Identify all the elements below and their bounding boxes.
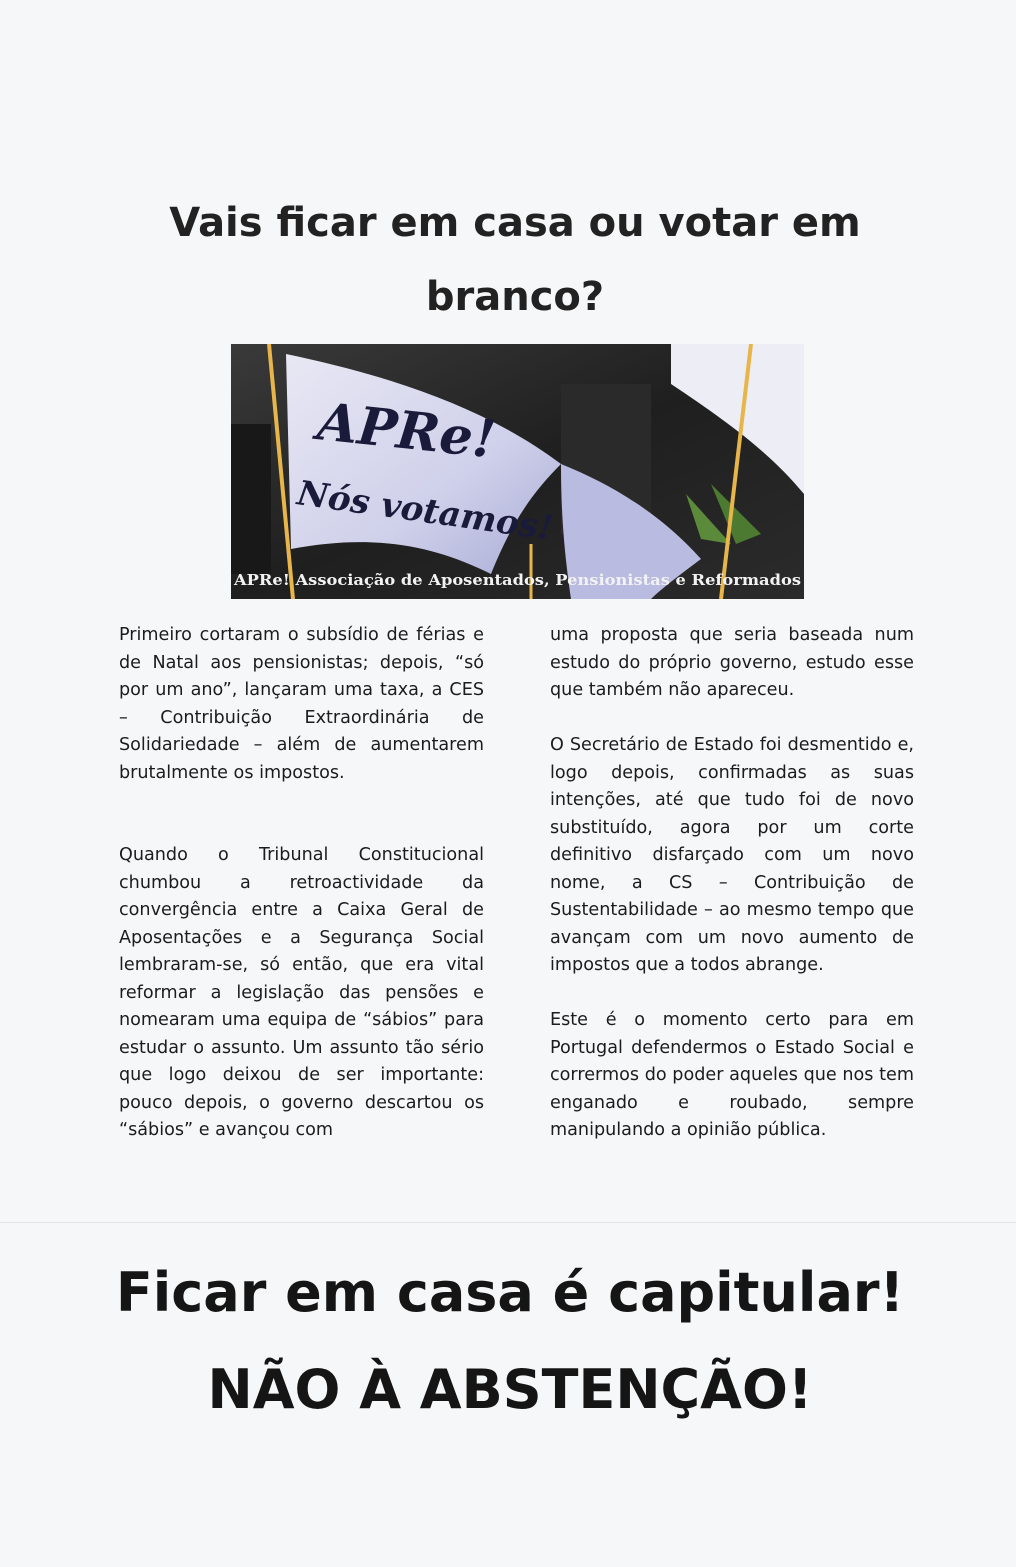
flag-text-apre: APRe! xyxy=(314,391,499,471)
left-column xyxy=(119,622,484,1145)
protest-photo xyxy=(231,344,804,599)
flyer-title: Vais ficar em casa ou votar em branco? xyxy=(169,200,861,320)
section-divider xyxy=(0,1222,1016,1223)
flag-text-nos-votamos: Nós votamos! xyxy=(294,473,556,549)
left-paragraph-1: Primeiro cortaram o subsídio de férias e de Natal aos pensionistas; depois, “só por um ano”, lançaram uma taxa, a CES – Contribuição Extraordinária de Solidariedade – além de aumentarem brutalmente os impostos. xyxy=(119,625,484,783)
right-column xyxy=(550,622,914,1145)
left-paragraph-2: Quando o Tribunal Constitucional chumbou a retroactividade da convergência entre a Caixa Geral de Aposentações e a Segurança Social lembraram-se, só então, que era vital reformar a legislação das pensões e nomearam uma equipa de “sábios” para estudar o assunto. Um assunto tão sério que logo deixou de ser importante: pouco depois, o governo descartou os “sábios” e avançou com xyxy=(119,845,484,1140)
right-paragraph-2: O Secretário de Estado foi desmentido e, logo depois, confirmadas as suas intenções, até que tudo foi de novo substituído, agora por um corte definitivo disfarçado com um novo nome, a CS – Contribuição de Sustentabilidade – ao mesmo tempo que avançam com um novo aumento de impostos que a todos abrange. xyxy=(550,735,914,975)
photo-caption: APRe! Associação de Aposentados, Pensionistas e Reformados xyxy=(232,571,801,589)
slogan-capitular: Ficar em casa é capitular! xyxy=(115,1261,905,1324)
article-body xyxy=(119,622,914,1162)
slogan-abstencao: NÃO À ABSTENÇÃO! xyxy=(207,1358,813,1421)
right-paragraph-3: Este é o momento certo para em Portugal defendermos o Estado Social e corrermos do poder aqueles que nos tem enganado e roubado, sempre manipulando a opinião pública. xyxy=(550,1010,914,1140)
right-paragraph-1: uma proposta que seria baseada num estudo do próprio governo, estudo esse que também não apareceu. xyxy=(550,625,914,700)
protest-flags-illustration xyxy=(231,344,804,599)
